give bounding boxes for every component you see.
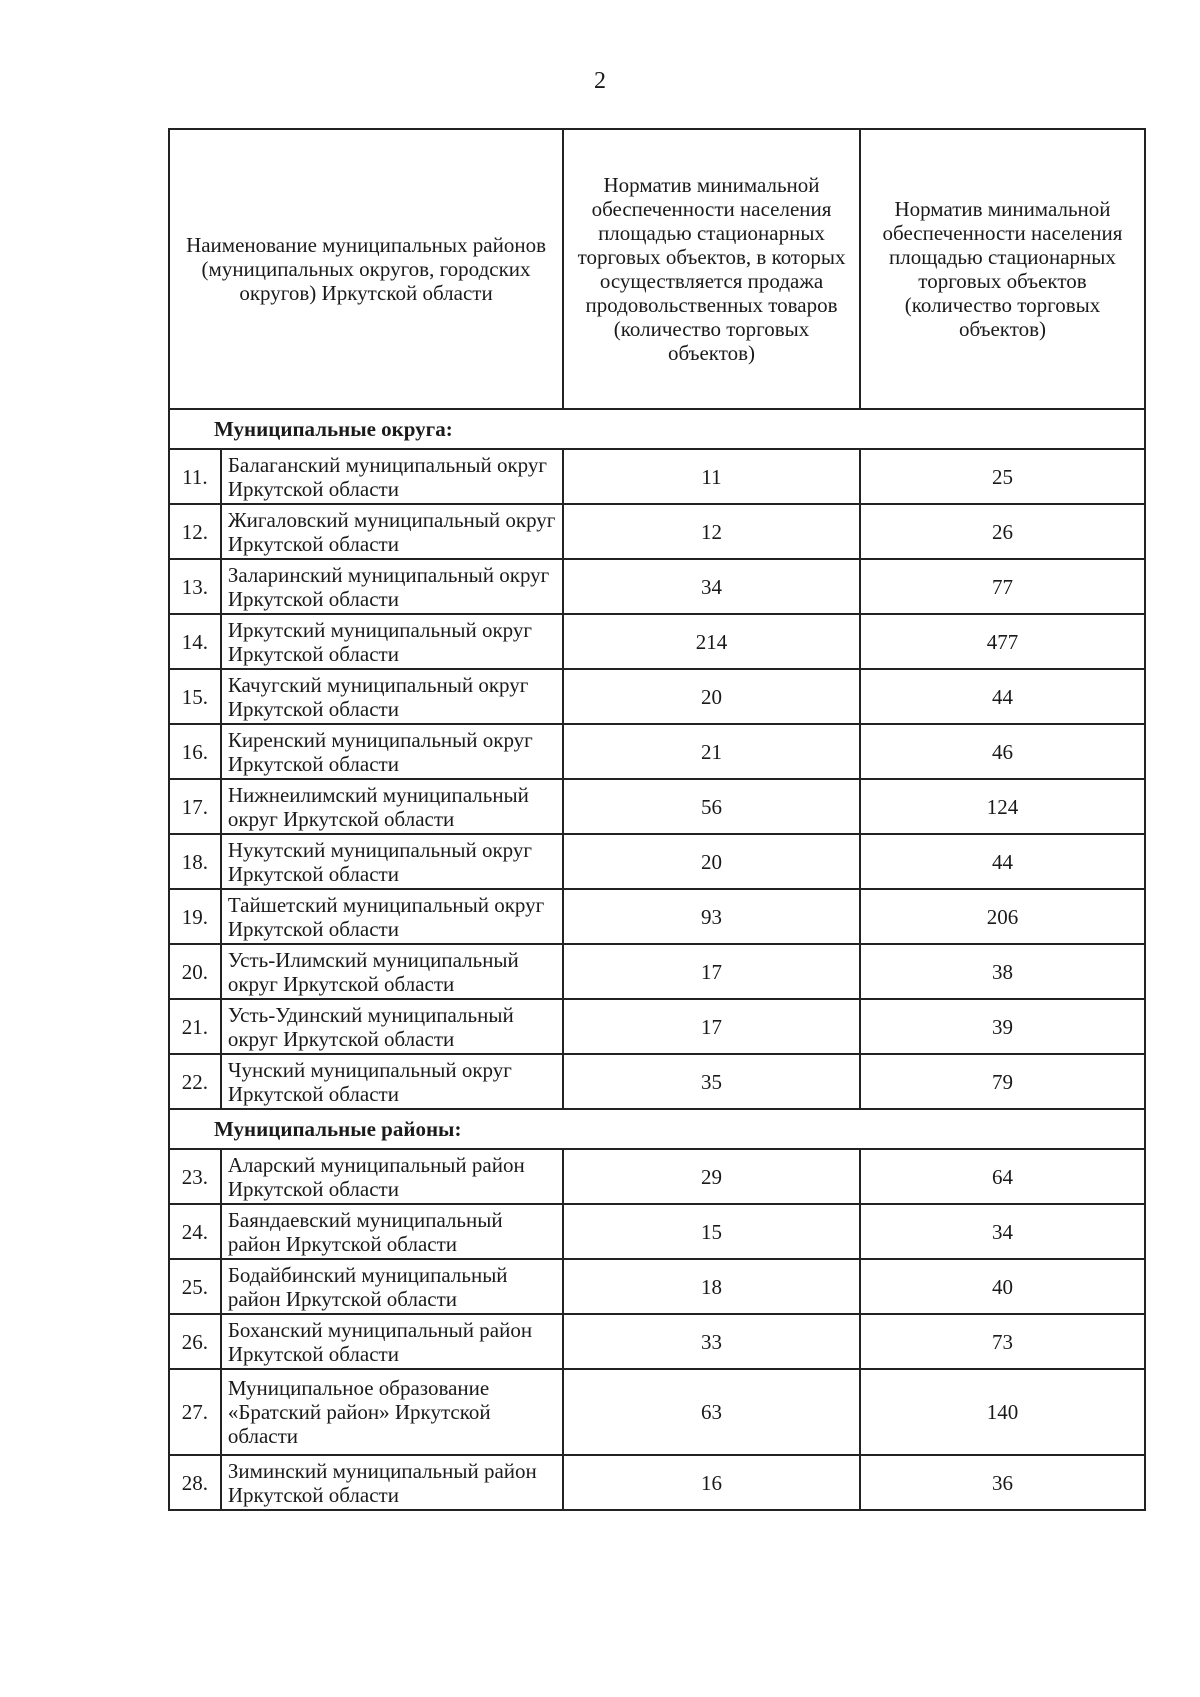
total-norm-value: 77 <box>860 559 1145 614</box>
table-row <box>169 1054 1145 1109</box>
food-norm-value: 20 <box>563 669 860 724</box>
table-row <box>169 944 1145 999</box>
municipality-name: Нижнеилимский муниципальный округ Иркутской области <box>221 779 563 834</box>
food-norm-value: 214 <box>563 614 860 669</box>
food-norm-value: 17 <box>563 944 860 999</box>
total-norm-value: 39 <box>860 999 1145 1054</box>
total-norm-value: 40 <box>860 1259 1145 1314</box>
table-row <box>169 1204 1145 1259</box>
section-row <box>169 1109 1145 1149</box>
table-body <box>169 409 1145 1510</box>
table-row <box>169 1259 1145 1314</box>
food-norm-value: 63 <box>563 1369 860 1455</box>
municipality-name: Иркутский муниципальный округ Иркутской области <box>221 614 563 669</box>
total-norm-value: 124 <box>860 779 1145 834</box>
municipality-name: Баяндаевский муниципальный район Иркутской области <box>221 1204 563 1259</box>
total-norm-value: 34 <box>860 1204 1145 1259</box>
row-number: 24. <box>169 1204 221 1259</box>
row-number: 15. <box>169 669 221 724</box>
row-number: 26. <box>169 1314 221 1369</box>
page-number: 2 <box>594 68 606 94</box>
row-number: 23. <box>169 1149 221 1204</box>
municipality-name: Качугский муниципальный округ Иркутской области <box>221 669 563 724</box>
food-norm-value: 29 <box>563 1149 860 1204</box>
food-norm-value: 20 <box>563 834 860 889</box>
table-row <box>169 834 1145 889</box>
table-row <box>169 779 1145 834</box>
total-norm-value: 38 <box>860 944 1145 999</box>
row-number: 11. <box>169 449 221 504</box>
food-norm-value: 35 <box>563 1054 860 1109</box>
section-row <box>169 409 1145 449</box>
row-number: 13. <box>169 559 221 614</box>
municipality-name: Боханский муниципальный район Иркутской области <box>221 1314 563 1369</box>
food-norm-value: 93 <box>563 889 860 944</box>
municipality-name: Балаганский муниципальный округ Иркутской области <box>221 449 563 504</box>
food-norm-value: 11 <box>563 449 860 504</box>
table-row <box>169 1314 1145 1369</box>
food-norm-value: 34 <box>563 559 860 614</box>
municipality-name: Жигаловский муниципальный округ Иркутской области <box>221 504 563 559</box>
table-row <box>169 614 1145 669</box>
row-number: 17. <box>169 779 221 834</box>
section-title: Муниципальные районы: <box>169 1109 1145 1149</box>
food-norm-value: 17 <box>563 999 860 1054</box>
header-total-norm: Норматив минимальной обеспеченности населения площадью стационарных торговых объектов (количество торговых объектов) <box>860 129 1145 409</box>
total-norm-value: 44 <box>860 834 1145 889</box>
municipality-name: Заларинский муниципальный округ Иркутской области <box>221 559 563 614</box>
row-number: 21. <box>169 999 221 1054</box>
total-norm-value: 36 <box>860 1455 1145 1510</box>
table-row <box>169 669 1145 724</box>
row-number: 12. <box>169 504 221 559</box>
table-row <box>169 999 1145 1054</box>
table-row <box>169 1455 1145 1510</box>
row-number: 27. <box>169 1369 221 1455</box>
total-norm-value: 140 <box>860 1369 1145 1455</box>
header-food-norm: Норматив минимальной обеспеченности населения площадью стационарных торговых объектов, в которых осуществляется продажа продовольственных товаров (количество торговых объектов) <box>563 129 860 409</box>
municipality-name: Зиминский муниципальный район Иркутской области <box>221 1455 563 1510</box>
norms-table <box>168 128 1146 1511</box>
row-number: 19. <box>169 889 221 944</box>
table-row <box>169 724 1145 779</box>
food-norm-value: 16 <box>563 1455 860 1510</box>
table-row <box>169 889 1145 944</box>
food-norm-value: 21 <box>563 724 860 779</box>
municipality-name: Усть-Удинский муниципальный округ Иркутской области <box>221 999 563 1054</box>
row-number: 16. <box>169 724 221 779</box>
section-title: Муниципальные округа: <box>169 409 1145 449</box>
table-row <box>169 504 1145 559</box>
total-norm-value: 477 <box>860 614 1145 669</box>
total-norm-value: 46 <box>860 724 1145 779</box>
total-norm-value: 206 <box>860 889 1145 944</box>
row-number: 25. <box>169 1259 221 1314</box>
table-row <box>169 1149 1145 1204</box>
municipality-name: Муниципальное образование «Братский район» Иркутской области <box>221 1369 563 1455</box>
table-row <box>169 559 1145 614</box>
food-norm-value: 18 <box>563 1259 860 1314</box>
header-name: Наименование муниципальных районов (муниципальных округов, городских округов) Иркутской области <box>169 129 563 409</box>
table-row <box>169 1369 1145 1455</box>
row-number: 20. <box>169 944 221 999</box>
row-number: 22. <box>169 1054 221 1109</box>
municipality-name: Усть-Илимский муниципальный округ Иркутской области <box>221 944 563 999</box>
total-norm-value: 26 <box>860 504 1145 559</box>
row-number: 28. <box>169 1455 221 1510</box>
total-norm-value: 25 <box>860 449 1145 504</box>
row-number: 14. <box>169 614 221 669</box>
total-norm-value: 64 <box>860 1149 1145 1204</box>
municipality-name: Киренский муниципальный округ Иркутской области <box>221 724 563 779</box>
food-norm-value: 15 <box>563 1204 860 1259</box>
municipality-name: Чунский муниципальный округ Иркутской области <box>221 1054 563 1109</box>
row-number: 18. <box>169 834 221 889</box>
total-norm-value: 73 <box>860 1314 1145 1369</box>
food-norm-value: 12 <box>563 504 860 559</box>
table-header-row <box>169 129 1145 409</box>
food-norm-value: 56 <box>563 779 860 834</box>
total-norm-value: 44 <box>860 669 1145 724</box>
municipality-name: Нукутский муниципальный округ Иркутской области <box>221 834 563 889</box>
food-norm-value: 33 <box>563 1314 860 1369</box>
municipality-name: Тайшетский муниципальный округ Иркутской области <box>221 889 563 944</box>
table-row <box>169 449 1145 504</box>
municipality-name: Бодайбинский муниципальный район Иркутской области <box>221 1259 563 1314</box>
total-norm-value: 79 <box>860 1054 1145 1109</box>
municipality-name: Аларский муниципальный район Иркутской области <box>221 1149 563 1204</box>
